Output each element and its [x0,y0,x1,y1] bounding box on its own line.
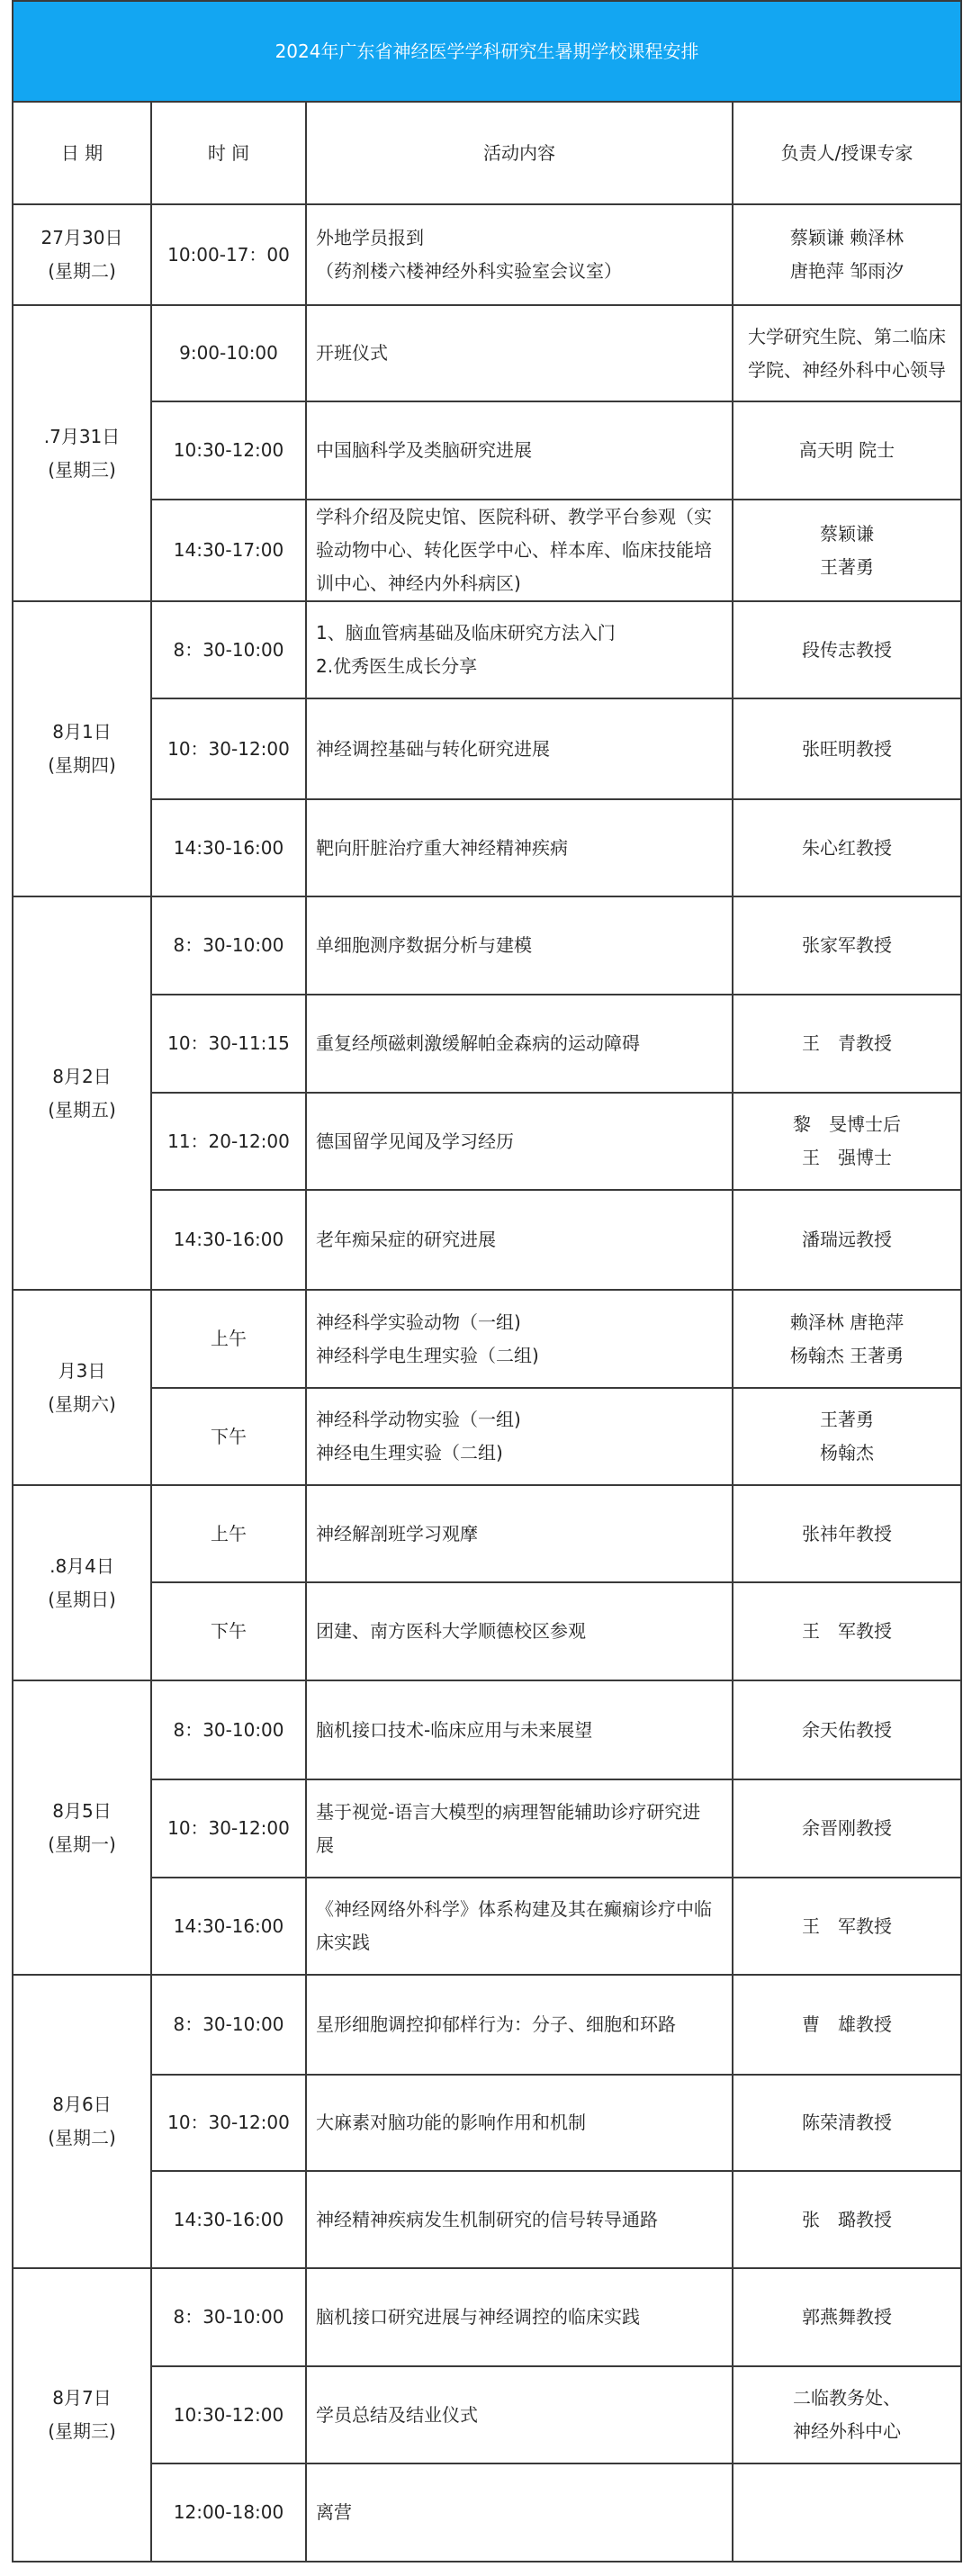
person-line: 张 璐教授 [802,2208,893,2230]
activity-line: 老年痴呆症的研究进展 [316,1229,496,1250]
date-label: 月3日 [58,1359,106,1382]
person-cell [733,1582,961,1680]
table-row [13,2268,961,2366]
table-row [13,601,961,698]
activity-cell [306,204,733,305]
date-cell [13,2268,151,2562]
person-line: 曹 雄教授 [802,2013,893,2035]
person-cell [733,1190,961,1290]
date-label: .7月31日 [43,425,121,447]
person-cell [733,2463,961,2562]
activity-line: 展 [316,1833,334,1856]
table-row [13,204,961,305]
activity-line: 脑机接口研究进展与神经调控的临床实践 [316,2306,640,2328]
activity-line: 中国脑科学及类脑研究进展 [316,439,532,461]
person-cell [733,500,961,601]
activity-line: 1、脑血管病基础及临床研究方法入门 [316,622,616,644]
time-cell: 10:30-12:00 [151,2366,306,2463]
person-line: 余晋刚教授 [802,1817,893,1839]
table-row [13,1680,961,1779]
activity-line: 神经科学实验动物（一组) [316,1311,521,1333]
time-cell: 10：30-11:15 [151,995,306,1093]
person-cell [733,698,961,799]
person-cell [733,1290,961,1388]
time-cell: 10：30-12:00 [151,1779,306,1878]
person-line: 朱心红教授 [802,836,893,859]
weekday-label: (星期五) [48,1098,116,1121]
table-row [13,2366,961,2463]
activity-line: 神经科学电生理实验（二组) [316,1344,539,1366]
time-cell: 10:00-17：00 [151,204,306,305]
activity-line: 神经精神疾病发生机制研究的信号转导通路 [316,2208,658,2230]
activity-cell [306,1680,733,1779]
activity-line: 神经电生理实验（二组) [316,1442,503,1464]
date-cell [13,1290,151,1485]
activity-cell [306,698,733,799]
person-cell [733,995,961,1093]
time-cell: 14:30-16:00 [151,799,306,896]
activity-line: 大麻素对脑功能的影响作用和机制 [316,2112,586,2133]
activity-cell [306,2366,733,2463]
person-cell [733,305,961,401]
activity-line: 神经调控基础与转化研究进展 [316,737,550,760]
weekday-label: (星期一) [48,1833,116,1855]
table-row [13,305,961,401]
person-cell [733,896,961,995]
table-row [13,1388,961,1485]
date-cell [13,1680,151,1975]
person-line: 高天明 院士 [798,439,896,461]
activity-line: 基于视觉-语言大模型的病理智能辅助诊疗研究进 [316,1800,701,1823]
header-activity: 活动内容 [306,102,733,204]
person-line: 大学研究生院、第二临床 [748,325,947,347]
person-cell [733,401,961,500]
table-row [13,799,961,896]
weekday-label: (星期日) [48,1588,116,1610]
person-line: 余天佑教授 [802,1718,893,1741]
time-cell: 8：30-10:00 [151,896,306,995]
person-line: 王 强博士 [802,1147,893,1168]
activity-cell [306,305,733,401]
table-row [13,1582,961,1680]
activity-line: 外地学员报到 [316,227,424,248]
activity-line: 重复经颅磁刺激缓解帕金森病的运动障碍 [316,1032,640,1054]
time-cell: 上午 [151,1290,306,1388]
date-label: 8月6日 [52,2094,112,2115]
person-line: 张旺明教授 [802,737,893,760]
person-line: 学院、神经外科中心领导 [748,358,947,381]
schedule-table [12,0,962,2562]
date-cell [13,1485,151,1680]
date-label: 8月1日 [52,721,112,743]
activity-cell [306,2075,733,2171]
person-cell [733,2366,961,2463]
person-cell [733,2075,961,2171]
person-line: 张祎年教授 [802,1522,893,1545]
person-line: 蔡颖谦 [820,522,875,545]
time-cell: 10：30-12:00 [151,2075,306,2171]
activity-line: 验动物中心、转化医学中心、样本库、临床技能培 [316,539,712,561]
time-cell: 14:30-17:00 [151,500,306,601]
person-cell [733,1975,961,2075]
weekday-label: (星期四) [48,754,116,776]
header-row [13,102,961,204]
person-line: 王著勇 [820,1409,875,1430]
header-date: 日 期 [13,102,151,204]
person-line: 王 军教授 [802,1914,893,1937]
time-cell: 12:00-18:00 [151,2463,306,2562]
table-row [13,1878,961,1975]
time-cell: 14:30-16:00 [151,1190,306,1290]
weekday-label: (星期二) [48,2127,116,2148]
date-label: 8月2日 [52,1065,112,1087]
person-line: 杨翰杰 [820,1442,875,1464]
time-cell: 10:30-12:00 [151,401,306,500]
table-row [13,2463,961,2562]
table-row [13,2171,961,2268]
person-cell [733,601,961,698]
activity-line: （药剂楼六楼神经外科实验室会议室） [316,260,622,282]
activity-cell [306,799,733,896]
activity-cell [306,1975,733,2075]
person-line: 张家军教授 [802,934,893,956]
date-label: 8月7日 [52,2387,112,2409]
activity-cell [306,1093,733,1190]
table-row [13,995,961,1093]
date-cell [13,896,151,1290]
person-line: 郭燕舞教授 [802,2306,893,2328]
date-cell [13,1975,151,2268]
person-cell [733,1485,961,1582]
activity-line: 学员总结及结业仪式 [316,2403,478,2426]
activity-line: 离营 [316,2501,352,2523]
activity-line: 德国留学见闻及学习经历 [316,1130,514,1152]
activity-line: 2.优秀医生成长分享 [316,655,478,677]
weekday-label: (星期二) [48,260,116,282]
table-row [13,500,961,601]
activity-cell [306,1582,733,1680]
activity-cell [306,500,733,601]
activity-cell [306,1388,733,1485]
activity-cell [306,1485,733,1582]
table-row [13,698,961,799]
person-cell [733,1388,961,1485]
activity-cell [306,2463,733,2562]
person-cell [733,2268,961,2366]
activity-cell [306,1878,733,1975]
table-row [13,1093,961,1190]
person-line: 蔡颖谦 赖泽林 [789,227,904,248]
person-cell [733,1878,961,1975]
activity-cell [306,1779,733,1878]
title-row [13,1,961,102]
activity-line: 开班仪式 [316,342,388,364]
time-cell: 上午 [151,1485,306,1582]
weekday-label: (星期六) [48,1392,116,1415]
activity-line: 星形细胞调控抑郁样行为：分子、细胞和环路 [316,2013,676,2035]
activity-cell [306,401,733,500]
time-cell: 14:30-16:00 [151,2171,306,2268]
person-line: 唐艳萍 邹雨汐 [789,260,904,282]
header-time: 时 间 [151,102,306,204]
activity-cell [306,2268,733,2366]
activity-line: 《神经网络外科学》体系构建及其在癫痫诊疗中临 [316,1898,712,1920]
person-cell [733,1779,961,1878]
time-cell: 10：30-12:00 [151,698,306,799]
activity-cell [306,995,733,1093]
table-row [13,401,961,500]
weekday-label: (星期三) [48,2420,116,2442]
time-cell: 8：30-10:00 [151,2268,306,2366]
person-line: 神经外科中心 [793,2420,902,2442]
person-line: 黎 旻博士后 [793,1113,902,1135]
table-row [13,2075,961,2171]
person-cell [733,1680,961,1779]
activity-line: 神经科学动物实验（一组) [316,1409,521,1430]
activity-cell [306,1190,733,1290]
time-cell: 8：30-10:00 [151,1680,306,1779]
date-label: 8月5日 [52,1799,112,1822]
person-line: 潘瑞远教授 [802,1229,893,1250]
table-row [13,1975,961,2075]
person-cell [733,2171,961,2268]
activity-cell [306,896,733,995]
person-cell [733,799,961,896]
person-line: 陈荣清教授 [802,2112,893,2133]
activity-cell [306,601,733,698]
activity-line: 靶向肝脏治疗重大神经精神疾病 [316,836,568,859]
activity-line: 脑机接口技术-临床应用与未来展望 [316,1718,593,1741]
table-row [13,1190,961,1290]
time-cell: 下午 [151,1388,306,1485]
time-cell: 8：30-10:00 [151,1975,306,2075]
activity-cell [306,2171,733,2268]
page-title: 2024年广东省神经医学学科研究生暑期学校课程安排 [13,1,961,102]
activity-line: 学科介绍及院史馆、医院科研、教学平台参观（实 [316,506,712,527]
person-line: 段传志教授 [802,638,893,661]
time-cell: 下午 [151,1582,306,1680]
header-person: 负责人/授课专家 [733,102,961,204]
person-cell [733,204,961,305]
weekday-label: (星期三) [48,458,116,481]
date-cell [13,305,151,601]
activity-line: 团建、南方医科大学顺德校区参观 [316,1620,586,1642]
table-row [13,1779,961,1878]
date-cell [13,204,151,305]
person-cell [733,1093,961,1190]
person-line: 王 青教授 [802,1032,893,1054]
date-label: 27月30日 [40,227,123,248]
date-label: .8月4日 [50,1554,114,1577]
person-line: 赖泽林 唐艳萍 [789,1311,904,1333]
person-line: 王 军教授 [802,1620,893,1642]
activity-line: 神经解剖班学习观摩 [316,1522,478,1545]
activity-line: 单细胞测序数据分析与建模 [316,934,532,956]
person-line: 杨翰杰 王著勇 [789,1344,904,1366]
table-row [13,1290,961,1388]
table-row [13,1485,961,1582]
time-cell: 11：20-12:00 [151,1093,306,1190]
person-line: 二临教务处、 [793,2387,902,2409]
time-cell: 14:30-16:00 [151,1878,306,1975]
activity-cell [306,1290,733,1388]
person-line: 王著勇 [820,555,875,578]
activity-line: 训中心、神经内外科病区) [316,572,521,594]
date-cell [13,601,151,896]
activity-line: 床实践 [316,1932,370,1953]
time-cell: 8：30-10:00 [151,601,306,698]
table-row [13,896,961,995]
time-cell: 9:00-10:00 [151,305,306,401]
